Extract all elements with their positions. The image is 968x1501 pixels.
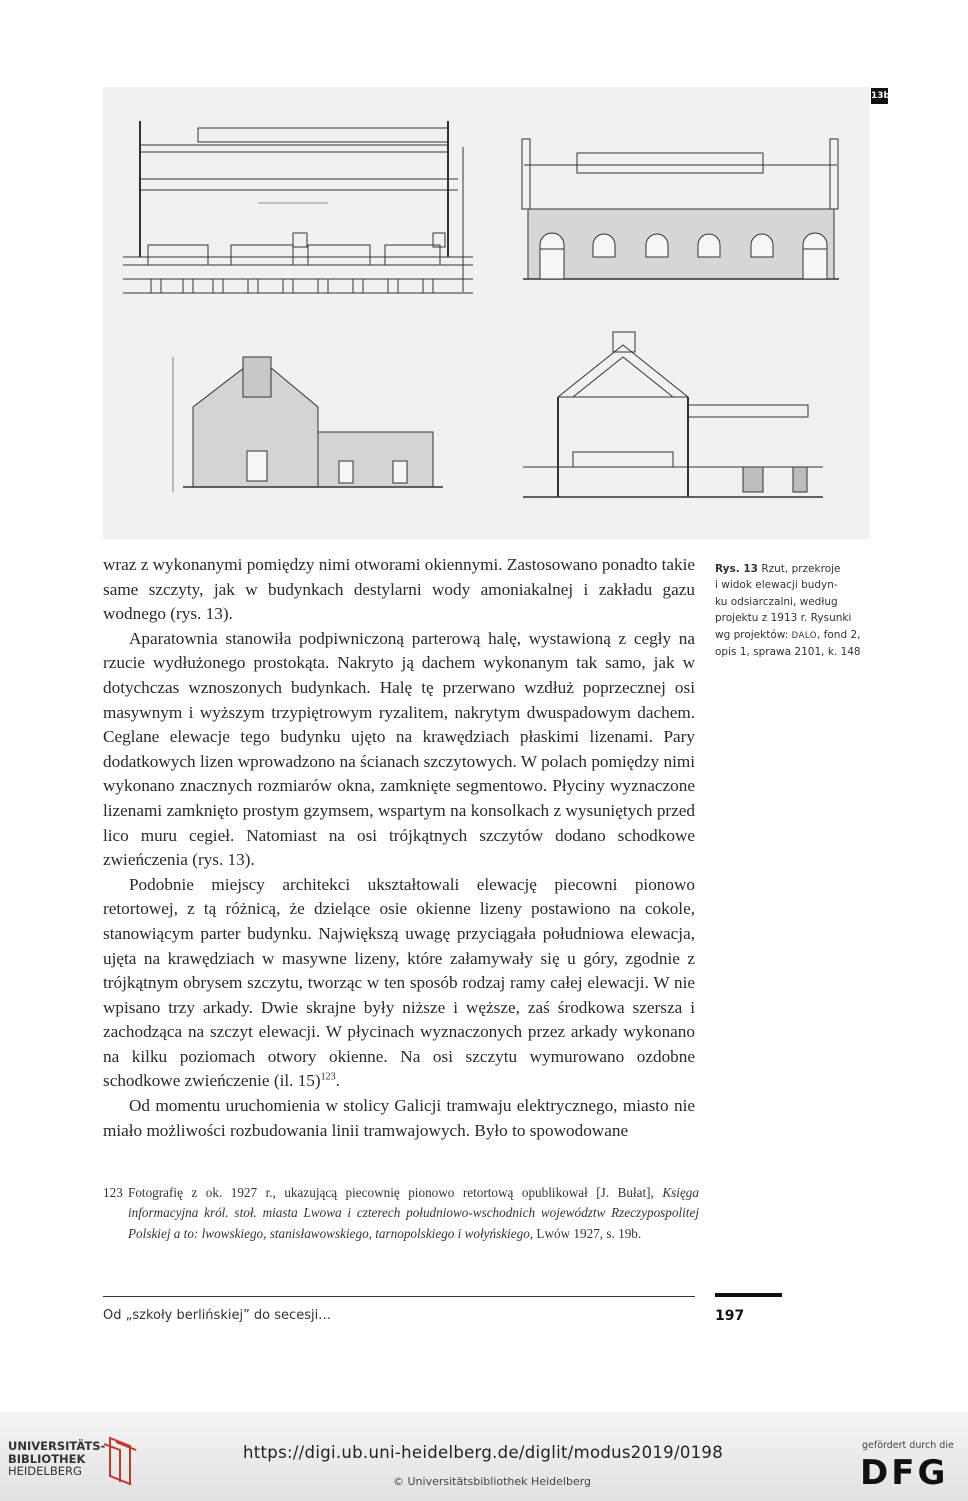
figure-caption: Rys. 13 Rzut, przekroje i widok elewacji budyn- ku odsiarczalni, według projektu z 1913 r. Rysunki wg projektów: DALO, fond 2, opis 1, sprawa 2101, k. 148 — [715, 563, 861, 659]
page-number-rule — [715, 1293, 782, 1297]
cross-section-drawing — [123, 121, 473, 293]
running-title: Od „szkoły berlińskiej” do secesji… — [103, 1308, 332, 1323]
paragraph-text: Podobnie miejscy architekci ukształtowali elewację piecowni pionowo retortowej, z tą różnicą, że dzielące osie okienne lizeny postawiono na cokole, stanowiącym parter budynku. Największą uwagę przyciągała południowa elewacja, ujęta na krawędziach w masywne lizeny, które załamywały się u góry, zgodnie z trójkątnym obrysem szczytu, tworząc w ten sposób rodzaj ramy całej elewacji. W nie wpisano trzy arkady. Dwie skrajne były niższe i węższe, zaś środkowa szersza i zachodząca na szczyt elewacji. W płycinach wyznaczonych przez arkady wykonano na kilku poziomach otwory okienne. Na osi szczytu wymurowano ozdobne schodkowe zwieńczenie (il. 15) — [103, 874, 695, 1091]
body-text — [103, 553, 695, 1143]
figure-drawings — [103, 87, 870, 539]
paragraph: Aparatownia stanowiła podpiwniczoną parterową halę, wystawioną z cegły na rzucie wydłużonego prostokąta. Nakryto ją dachem wykonanym tak samo, jak w dotychczas wznoszonych budynkach. Halę tę przerwano wzdłuż poprzecznej osi masywnym i wyższym trzypiętrowym ryzalitem, nakrytym dwuspadowym dachem. Ceglane elewacje tego budynku ujęto na krawędziach płaskimi lizenami. Pary dodatkowych lizen wprowadzono na ścianach szczytowych. W polach pomiędzy nimi wykonano znacznych rozmiarów okna, zamknięte segmentowo. Płyciny wyznaczone lizenami zamknięto prostym gzymsem, wspartym na konsolkach z wysuniętych przed lico muru cegieł. Natomiast na osi trójkątnych szczytów dodano schodkowe zwieńczenia (rys. 13). — [103, 628, 695, 870]
footnote-ref[interactable]: 123 — [320, 1071, 336, 1083]
page-number: 197 — [715, 1308, 745, 1324]
ub-heidelberg-logo[interactable]: UNIVERSITÄTS- BIBLIOTHEK HEIDELBERG — [8, 1436, 143, 1486]
section-drawing — [523, 332, 823, 497]
footnote-number: 123 — [103, 1185, 123, 1200]
footnote — [103, 1183, 699, 1244]
paragraph: Podobnie miejscy architekci ukształtowali elewację piecowni pionowo retortowej, z tą różnicą, że dzielące osie okienne lizeny postawiono na cokole, stanowiącym parter budynku. Największą uwagę przyciągała południowa elewacja, ujęta na krawędziach w masywne lizeny, które załamywały się u góry, zgodnie z trójkątnym obrysem szczytu, tworząc w ten sposób rodzaj ramy całej elewacji. W nie wpisano trzy arkady. Dwie skrajne były niższe i węższe, zaś środkowa szersza i zachodząca na szczyt elewacji. W płycinach wyznaczonych przez arkady wykonano na kilku poziomach otwory okienne. Na osi szczytu wymurowano ozdobne schodkowe zwieńczenie (il. 15)$^{123}$. — [103, 874, 695, 1091]
gable-elevation-drawing — [173, 357, 443, 492]
figure-tag: 13b — [871, 88, 888, 104]
architectural-drawings — [103, 87, 870, 539]
paragraph: Od momentu uruchomienia w stolicy Galicji tramwaju elektrycznego, miasto nie miało możliwości rozbudowania linii tramwajowych. Było to spowodowane — [103, 1096, 695, 1140]
library-footer — [0, 1412, 968, 1501]
paragraph: wraz z wykonanymi pomiędzy nimi otworami okiennymi. Zastosowano ponadto takie same szczyty, jak w budynkach destylarni wody amoniakalnej i zakładu gazu wodnego (rys. 13). — [103, 555, 695, 624]
permalink-url[interactable]: https://digi.ub.uni-heidelberg.de/diglit/modus2019/0198 — [243, 1443, 724, 1462]
dfg-logo[interactable]: DFG — [860, 1453, 949, 1493]
copyright-text: © Universitätsbibliothek Heidelberg — [393, 1475, 592, 1488]
side-elevation-drawing — [522, 139, 839, 279]
funding-note: gefördert durch die — [862, 1440, 954, 1451]
footer-rule — [103, 1296, 695, 1297]
ub-logo-icon — [100, 1436, 142, 1486]
footnote-text: Fotografię z ok. 1927 r., ukazującą piecownię pionowo retortową opublikował [J. Bułat], Księga informacyjna król. stoł. miasta Lwowa i czterech południowo-wschodnich województw Rzeczypospolitej Polskiej a to: lwowskiego, stanisławowskiego, tarnopolskiego i wołyńskiego, Lwów 1927, s. 19b. — [128, 1185, 699, 1241]
caption-label: Rys. 13 — [715, 563, 758, 575]
